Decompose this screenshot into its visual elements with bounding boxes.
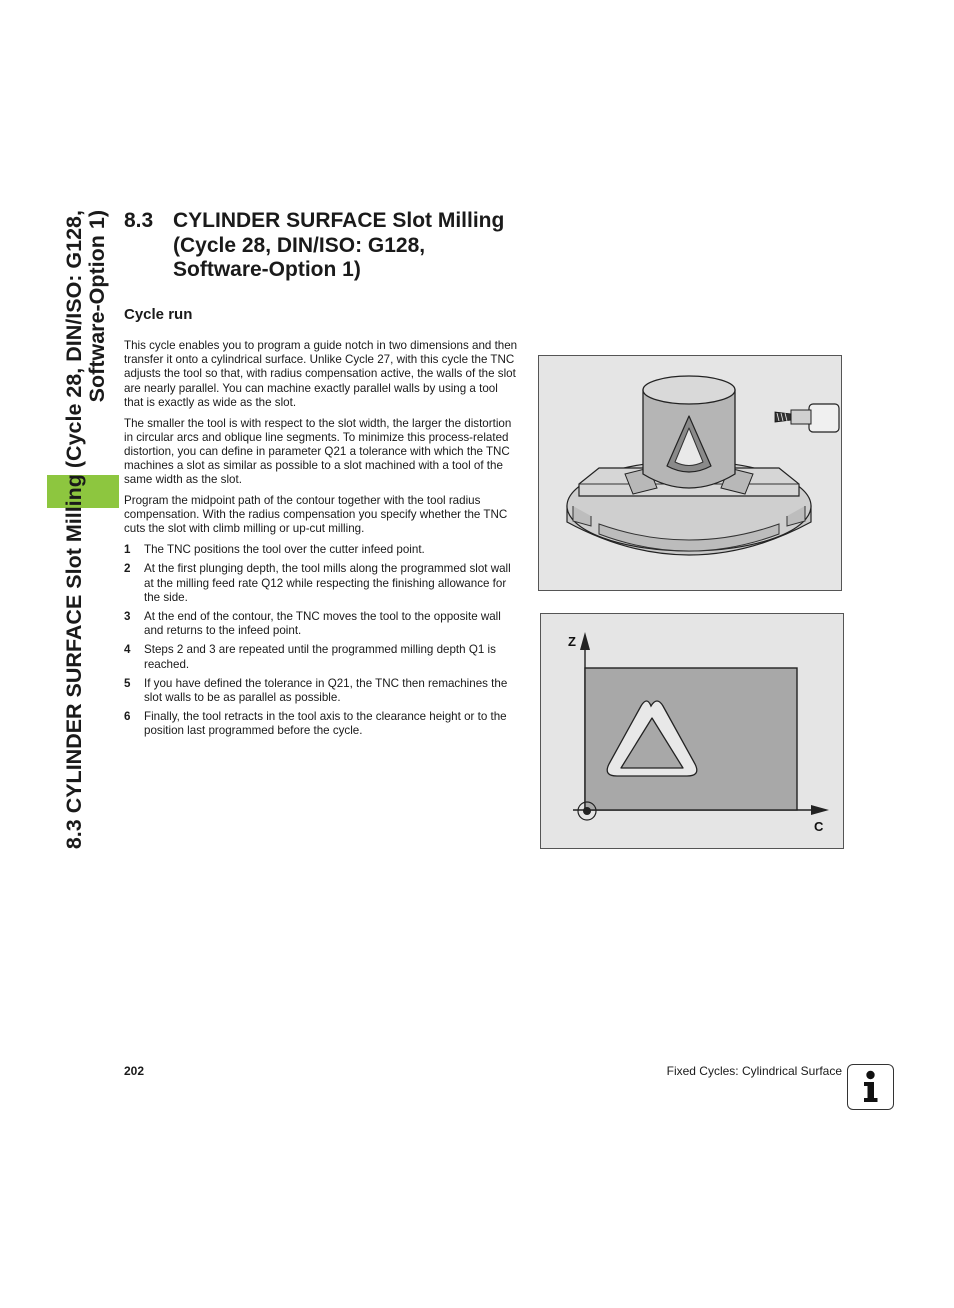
page-number: 202 <box>124 1064 145 1078</box>
list-item <box>124 562 520 605</box>
c-axis-arrow <box>811 805 829 815</box>
paragraph: Program the midpoint path of the contour together with the tool radius compensation. With the radius compensation you specify whether the TNC cuts the slot with climb milling or up-cut milling. <box>124 494 508 536</box>
step-number: 2 <box>124 562 131 576</box>
info-glyph <box>893 1065 894 1066</box>
section-heading: Cycle run <box>124 306 193 323</box>
cylinder-illustration <box>538 355 842 591</box>
chapter-number: 8.3 <box>124 209 154 232</box>
step-text: At the first plunging depth, the tool mills along the programmed slot wall at the milling feed rate Q12 while respecting the finishing allowance for the side. <box>144 562 511 604</box>
z-axis-arrow <box>580 632 590 650</box>
cylinder-drawing <box>539 356 841 590</box>
step-text: The TNC positions the tool over the cutter infeed point. <box>144 543 425 557</box>
step-number: 4 <box>124 643 131 657</box>
list-item <box>124 677 520 705</box>
body-text <box>124 339 520 744</box>
developed-surface-diagram <box>540 613 844 849</box>
side-running-title: 8.3 CYLINDER SURFACE Slot Milling (Cycle 28, DIN/ISO: G128, Software-Option 1) <box>62 210 109 850</box>
list-item <box>124 643 520 671</box>
chapter-title-text: CYLINDER SURFACE Slot Milling (Cycle 28, DIN/ISO: G128, Software-Option 1) <box>173 209 505 281</box>
list-item <box>124 610 520 638</box>
step-text: If you have defined the tolerance in Q21, the TNC then remachines the slot walls to be as parallel as possible. <box>144 676 508 704</box>
paragraph: This cycle enables you to program a guide notch in two dimensions and then transfer it onto a cylindrical surface. Unlike Cycle 27, with this cycle the TNC adjusts the tool so that, with radius compensation active, the walls of the slot are nearly parallel. You can machine exactly parallel walls by using a tool that is exactly as wide as the slot. <box>124 339 518 409</box>
c-axis-label: C <box>814 819 824 834</box>
z-c-plane-drawing <box>541 614 843 848</box>
step-text: Steps 2 and 3 are repeated until the programmed milling depth Q1 is reached. <box>144 643 496 671</box>
work-area <box>585 668 797 810</box>
step-number: 3 <box>124 609 131 623</box>
list-item <box>124 710 520 738</box>
footer-chapter-title: Fixed Cycles: Cylindrical Surface <box>666 1064 842 1078</box>
list-item <box>124 543 520 557</box>
step-number: 6 <box>124 710 131 724</box>
z-axis-label: Z <box>568 634 576 649</box>
step-text: At the end of the contour, the TNC moves the tool to the opposite wall and returns to the infeed point. <box>144 609 501 638</box>
chapter-title <box>124 209 544 283</box>
info-icon <box>847 1064 894 1110</box>
step-list <box>124 543 520 738</box>
datum-center <box>583 807 591 815</box>
step-number: 5 <box>124 676 131 690</box>
step-number: 1 <box>124 543 131 557</box>
paragraph: The smaller the tool is with respect to the slot width, the larger the distortion in circular arcs and oblique line segments. To minimize this process-related distortion, you can define in parameter Q21 a tolerance with which the TNC machines a slot as similar as possible to a slot machined with a tool of the same width as the slot. <box>124 416 512 487</box>
step-text: Finally, the tool retracts in the tool axis to the clearance height or to the position last programmed before the cycle. <box>144 710 507 738</box>
